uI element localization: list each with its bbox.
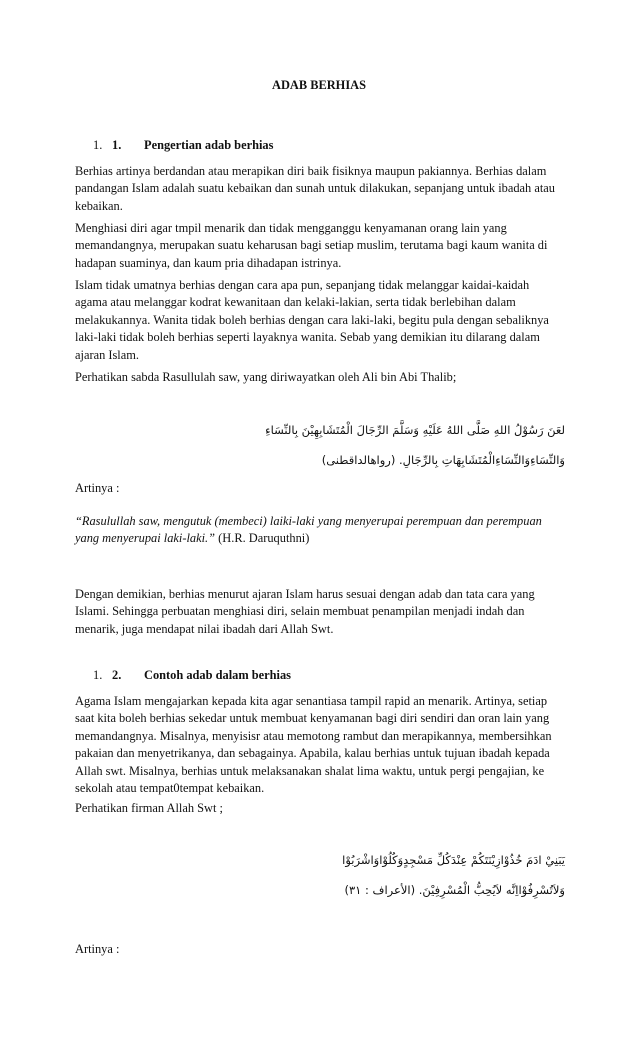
section-2-artinya-label: Artinya : [75, 942, 120, 956]
verse-arabic-line-1: يَبَنِيْ ادَمَ خُذُوْازِيْنَتَكُمْ عِنْدَكُلِّ مَسْجِدٍوَكُلُوْاوَاشْرَبُوْا [342, 853, 565, 867]
hadith-arabic-line-1: لعَنَ رَسُوْلُ اللهِ صَلَّى اللهُ عَلَيْهِ وَسَلَّمَ الرِّجَالَ الْمُتَشَابِهِيْنَ بِالنِّسَاءِ [265, 423, 565, 437]
section-1-paragraph-1: Berhias artinya berdandan atau merapikan diri baik fisiknya maupun pakiannya. Berhias dalam pandangan Islam adalah suatu kebaikan dan sunah untuk dilakukan, sepanjang untuk ibadah atau kebaikan. [75, 164, 555, 213]
hadith-arabic-line-2: وَالنِّسَاءِوَالنِّسَاءِالْمُتَشَابِهَاتِ بِالرِّجَالِ. (رواهالداقطنى) [321, 453, 565, 467]
section-2-title: Contoh adab dalam berhias [144, 668, 291, 682]
section-2-paragraph-2: Perhatikan firman Allah Swt ; [75, 801, 223, 815]
verse-arabic-line-2: وَلاَتُسْرِفُوْااِنَّه لاَيُحِبُّ الْمُسْرِفِيْنَ. (الأعراف : ٣١) [344, 883, 565, 897]
section-1-sub-number: 1. [112, 138, 122, 152]
section-1-paragraph-4: Perhatikan sabda Rasullulah saw, yang diriwayatkan oleh Ali bin Abi Thalib; [75, 370, 457, 384]
section-2-list-number: 1. [93, 668, 103, 682]
section-2-heading [93, 667, 291, 684]
section-1-artinya-label: Artinya : [75, 481, 120, 495]
section-1-list-number: 1. [93, 138, 103, 152]
document-title: ADAB BERHIAS [272, 78, 366, 92]
section-2-sub-number: 2. [112, 668, 122, 682]
section-1-paragraph-5: Dengan demikian, berhias menurut ajaran Islam harus sesuai dengan adab dan tata cara yang Islami. Sehingga perbuatan menghiasi diri, selain membuat penampilan menjadi indah dan menarik, juga mendapat nilai ibadah dari Allah Swt. [75, 587, 535, 636]
section-1-paragraph-2: Menghiasi diri agar tmpil menarik dan tidak mengganggu kenyamanan orang lain yang memandangnya, merupakan suatu keharusan bagi setiap muslim, terutama bagi kaum wanita di hadapan suaminya, dan kaum pria dihadapan istrinya. [75, 221, 548, 270]
section-1-paragraph-3: Islam tidak umatnya berhias dengan cara apa pun, sepanjang tidak melanggar kaidai-kaidah agama atau melanggar kodrat kewanitaan dan kelaki-lakian, serta tidak berlebihan dalam melakukannya. Wanita tidak boleh berhias dengan cara laki-laki, begitu pula dengan sebaliknya laki-laki tidak boleh berhias seperti layaknya wanita. Sebab yang demikian itu dilarang dalam ajaran Islam. [75, 278, 549, 362]
section-1-heading [93, 137, 273, 154]
hadith-translation: “Rasulullah saw, mengutuk (membeci) laiki-laki yang menyerupai perempuan dan perempuan yang menyerupai laki-laki.” (H.R. Daruquthni) [75, 514, 542, 546]
section-1-title: Pengertian adab berhias [144, 138, 274, 152]
hadith-source: (H.R. Daruquthni) [215, 531, 310, 546]
section-2-paragraph-1: Agama Islam mengajarkan kepada kita agar senantiasa tampil rapid an menarik. Artinya, setiap saat kita boleh berhias sekedar untuk membuat kenyamanan bagi diri sendiri dan oran lain yang memandangnya. Misalnya, menyisisr atau memotong rambut dan merapikannya, membersihkan pakaian dan menyetrikanya, dan sebagainya. Apabila, kalau berhias untuk tujuan ibadah kepada Allah swt. Misalnya, berhias untuk melaksanakan shalat lima waktu, untuk pergi pengajian, ke sekolah atau tempat0tempat kebaikan. [75, 694, 552, 796]
